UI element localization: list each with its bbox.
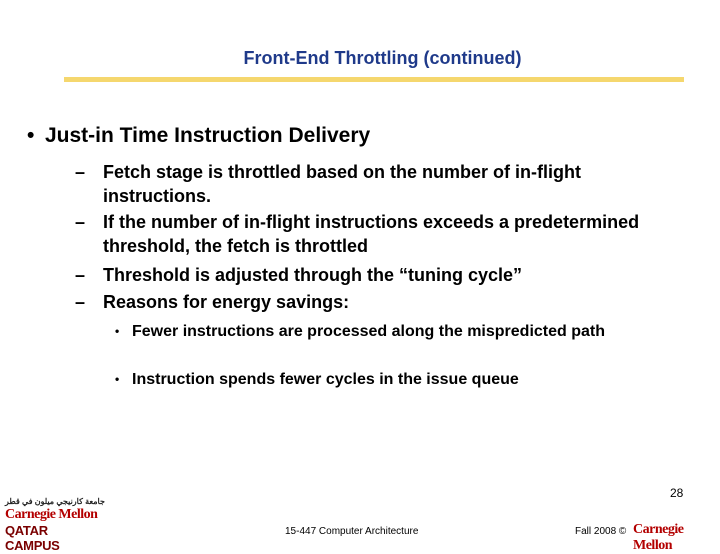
page-number: 28	[670, 486, 684, 500]
logo-name: Carnegie Mellon	[5, 507, 98, 522]
bullet-marker: •	[115, 372, 120, 386]
bullet-marker: •	[27, 124, 35, 147]
slide-title: Front-End Throttling (continued)	[243, 48, 522, 68]
sub-bullet-text: If the number of in-flight instructions exceeds a predetermined threshold, the fetch is throttled	[103, 212, 640, 256]
cmu-qatar-logo	[5, 497, 105, 553]
sub-bullet-3	[75, 263, 663, 287]
sub-bullet-4	[75, 290, 663, 314]
logo-arabic-text: جامعة كارنيجي ميلون في قطر	[5, 497, 105, 506]
footer-course: 15-447 Computer Architecture	[285, 526, 419, 537]
bullet-marker: •	[115, 324, 120, 338]
logo-campus: QATAR CAMPUS	[5, 523, 60, 553]
sub-bullet-text: Fetch stage is throttled based on the number of in-flight instructions.	[103, 162, 582, 206]
dash-marker: –	[75, 212, 86, 232]
bullet-level1-text: Just-in Time Instruction Delivery	[45, 124, 371, 147]
sub-sub-bullet-text: Instruction spends fewer cycles in the issue queue	[132, 371, 519, 388]
footer-term: Fall 2008 ©	[575, 526, 627, 537]
sub-bullet-2	[75, 210, 663, 258]
sub-sub-bullet-text: Fewer instructions are processed along the mispredicted path	[132, 323, 606, 340]
title-underline	[64, 77, 684, 82]
dash-marker: –	[75, 162, 86, 182]
dash-marker: –	[75, 265, 86, 285]
dash-marker: –	[75, 292, 86, 312]
sub-bullet-text: Threshold is adjusted through the “tuning cycle”	[103, 265, 523, 285]
sub-sub-bullet-2	[115, 369, 652, 390]
sub-sub-bullet-1	[115, 321, 652, 342]
sub-bullet-1	[75, 160, 663, 208]
bullet-level1	[27, 124, 371, 148]
sub-bullet-text: Reasons for energy savings:	[103, 292, 350, 312]
footer-brand-logo: Carnegie Mellon	[633, 522, 684, 553]
